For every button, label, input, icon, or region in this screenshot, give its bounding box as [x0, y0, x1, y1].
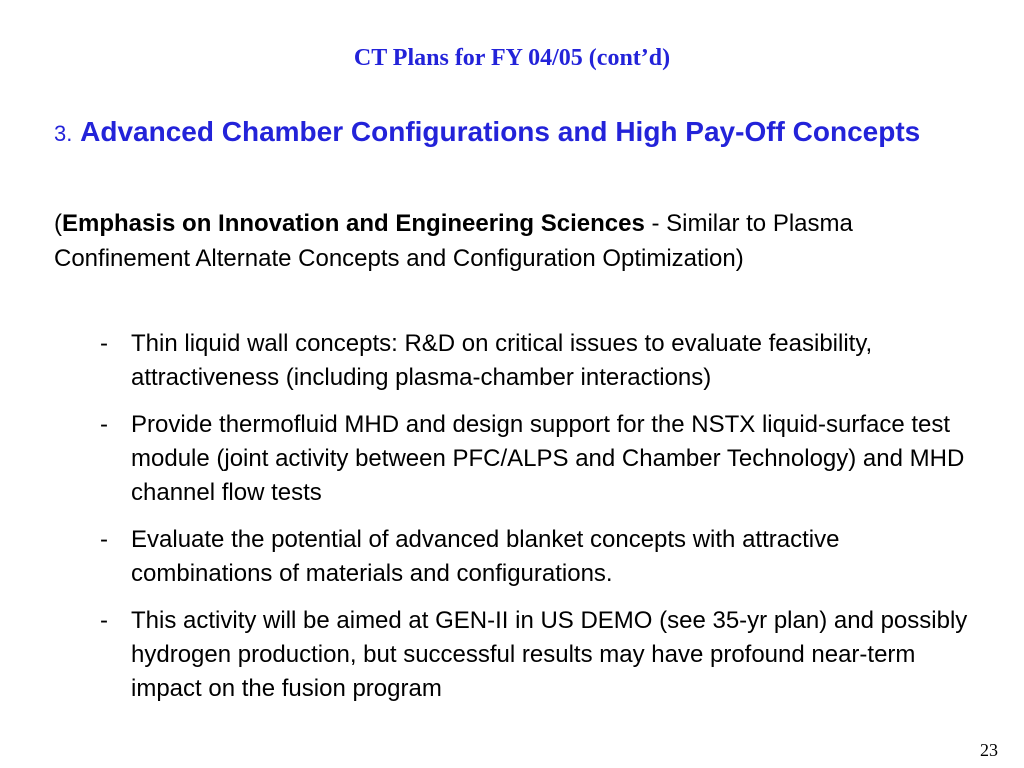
- section-heading: [54, 111, 974, 155]
- bullet-marker: -: [100, 411, 108, 438]
- bullet-item: [100, 408, 970, 510]
- bullet-item: [100, 523, 970, 591]
- page-number: 23: [980, 740, 998, 760]
- bullet-list: [100, 327, 970, 719]
- section-number: 3.: [54, 121, 73, 146]
- bullet-marker: -: [100, 526, 108, 553]
- bullet-marker: -: [100, 607, 108, 634]
- slide-title: CT Plans for FY 04/05 (cont’d): [353, 45, 671, 71]
- intro-open-paren: (: [54, 210, 62, 237]
- bullet-item: [100, 327, 970, 395]
- intro-rest: - Similar to Plasma Confinement Alternate Concepts and Configuration Optimization): [54, 210, 853, 272]
- intro-emphasis: Emphasis on Innovation and Engineering Sciences: [62, 210, 645, 237]
- bullet-item: [100, 604, 970, 706]
- bullet-marker: -: [100, 330, 108, 357]
- section-heading-text: Advanced Chamber Configurations and High Pay-Off Concepts: [80, 116, 921, 147]
- bullet-text: This activity will be aimed at GEN-II in US DEMO (see 35-yr plan) and possibly hydrogen production, but successful results may have profound near-term impact on the fusion program: [131, 607, 968, 702]
- bullet-text: Evaluate the potential of advanced blanket concepts with attractive combinations of materials and configurations.: [131, 526, 840, 587]
- bullet-text: Thin liquid wall concepts: R&D on critical issues to evaluate feasibility, attractiveness (including plasma-chamber interactions): [131, 330, 873, 391]
- bullet-text: Provide thermofluid MHD and design support for the NSTX liquid-surface test module (joint activity between PFC/ALPS and Chamber Technology) and MHD channel flow tests: [131, 411, 965, 506]
- intro-paragraph: [54, 206, 934, 276]
